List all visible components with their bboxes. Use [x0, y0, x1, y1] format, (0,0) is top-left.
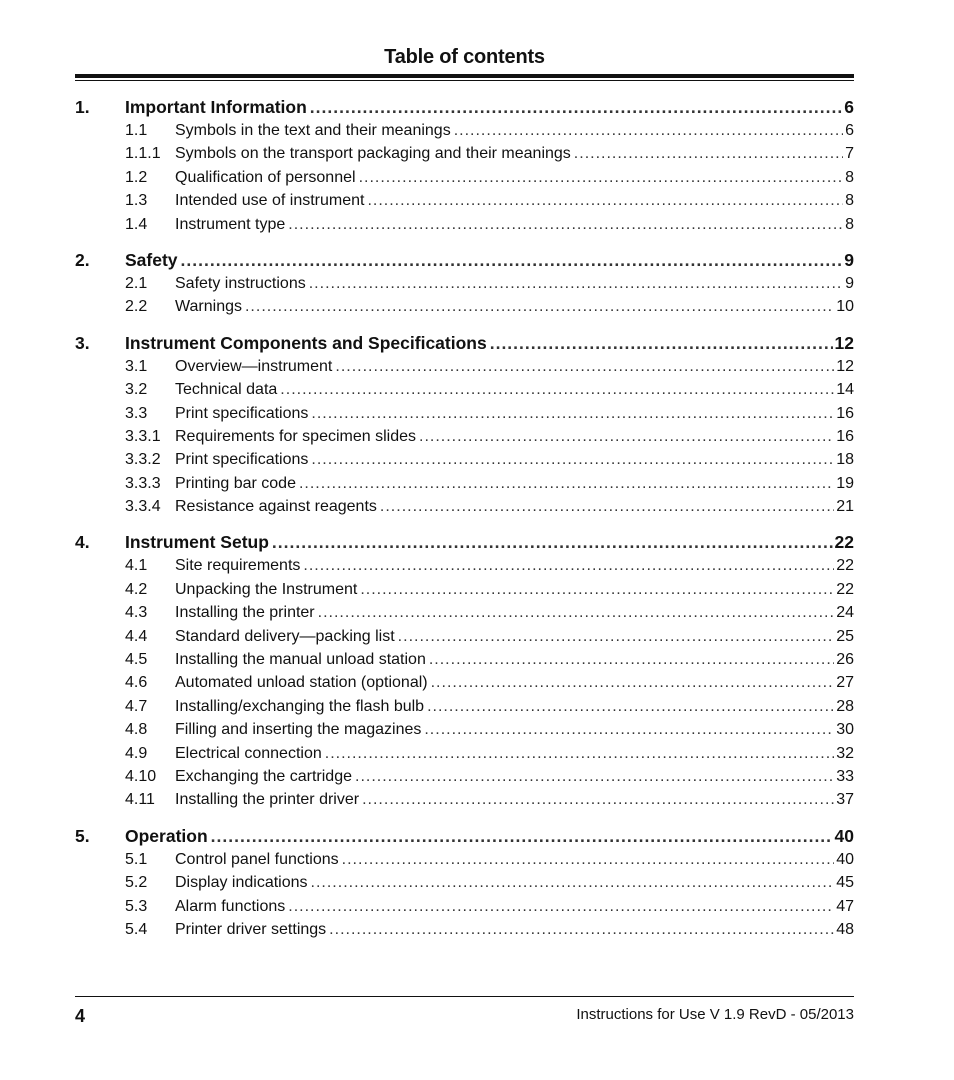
- toc-entry-label: Installing the printer: [175, 604, 315, 622]
- toc-dot-leader: [398, 625, 835, 648]
- toc-subsection-entry[interactable]: [75, 295, 854, 318]
- toc-dot-leader: [245, 295, 834, 318]
- toc-entry-page: 45: [836, 874, 854, 892]
- toc-entry-label: Safety instructions: [175, 274, 306, 292]
- toc-dot-leader: [288, 895, 834, 918]
- toc-dot-leader: [355, 765, 834, 788]
- toc-dot-leader: [431, 671, 835, 694]
- toc-entry-page: 12: [836, 357, 854, 375]
- toc-subsection-entry[interactable]: [75, 648, 854, 671]
- toc-subsection-entry[interactable]: [75, 166, 854, 189]
- toc-entry-label: Standard delivery—packing list: [175, 627, 395, 645]
- toc-entry-label: Site requirements: [175, 557, 301, 575]
- toc-entry-label: Technical data: [175, 381, 278, 399]
- toc-section: [75, 248, 854, 319]
- toc-entry-page: 7: [845, 145, 854, 163]
- toc-entry-number: 5.1: [125, 850, 148, 868]
- toc-entry-label: Installing/exchanging the flash bulb: [175, 697, 425, 715]
- footer-doc-info: Instructions for Use V 1.9 RevD - 05/2013: [576, 1006, 854, 1023]
- toc-entry-page: 30: [836, 721, 854, 739]
- toc-subsection-entry[interactable]: [75, 848, 854, 871]
- toc-entry-label: Instrument type: [175, 215, 286, 233]
- toc-entry-number: 3.1: [125, 357, 148, 375]
- toc-dot-leader: [380, 495, 834, 518]
- toc-entry-label: Alarm functions: [175, 897, 286, 915]
- toc-entry-page: 32: [836, 744, 854, 762]
- toc-subsection-entry[interactable]: [75, 355, 854, 378]
- toc-dot-leader: [272, 530, 833, 554]
- toc-entry-page: 48: [836, 920, 854, 938]
- toc-entry-page: 22: [836, 580, 854, 598]
- toc-entry-label: Electrical connection: [175, 744, 322, 762]
- toc-subsection-entry[interactable]: [75, 495, 854, 518]
- toc-dot-leader: [359, 166, 844, 189]
- toc-entry-page: 8: [845, 192, 854, 210]
- toc-subsection-entry[interactable]: [75, 578, 854, 601]
- toc-dot-leader: [342, 848, 835, 871]
- toc-entry-number: 4.: [75, 532, 90, 553]
- toc-entry-page: 22: [834, 532, 854, 553]
- title-rule-thin: [75, 80, 854, 81]
- toc-entry-number: 3.: [75, 332, 90, 353]
- toc-entry-page: 37: [836, 791, 854, 809]
- toc-subsection-entry[interactable]: [75, 895, 854, 918]
- toc-subsection-entry[interactable]: [75, 671, 854, 694]
- toc-entry-label: Symbols in the text and their meanings: [175, 122, 451, 139]
- toc-entry-page: 8: [845, 168, 854, 186]
- footer-page-number: 4: [75, 1006, 86, 1026]
- toc-dot-leader: [310, 95, 842, 119]
- toc-entry-number: 3.2: [125, 381, 148, 399]
- page-title: Table of contents: [384, 46, 545, 68]
- toc-entry-number: 1.1: [125, 122, 148, 139]
- toc-section: [75, 530, 854, 811]
- toc-entry-label: Instrument Components and Specifications: [125, 332, 487, 353]
- toc-subsection-entry[interactable]: [75, 601, 854, 624]
- toc-entry-label: Control panel functions: [175, 850, 339, 868]
- toc-entry-label: Instrument Setup: [125, 532, 269, 553]
- toc-subsection-entry[interactable]: [75, 272, 854, 295]
- toc-dot-leader: [419, 425, 834, 448]
- toc-dot-leader: [329, 918, 834, 941]
- toc-section-entry[interactable]: [75, 331, 854, 355]
- toc-dot-leader: [362, 788, 834, 811]
- title-rule-thick: [75, 74, 854, 78]
- toc-subsection-entry[interactable]: [75, 695, 854, 718]
- toc-dot-leader: [288, 213, 843, 236]
- toc-entry-label: Intended use of instrument: [175, 192, 365, 210]
- toc-entry-label: Resistance against reagents: [175, 498, 377, 516]
- toc-entry-label: Exchanging the cartridge: [175, 767, 352, 785]
- toc-subsection-entry[interactable]: [75, 625, 854, 648]
- toc-entry-number: 5.4: [125, 920, 148, 938]
- toc-entry-page: 9: [844, 249, 854, 270]
- toc-entry-label: Print specifications: [175, 404, 309, 422]
- toc-subsection-entry[interactable]: [75, 554, 854, 577]
- toc-dot-leader: [424, 718, 834, 741]
- toc-entry-page: 6: [844, 97, 854, 117]
- toc-subsection-entry[interactable]: [75, 718, 854, 741]
- toc-entry-label: Important Information: [125, 97, 307, 117]
- toc-subsection-entry[interactable]: [75, 918, 854, 941]
- toc-entry-page: 26: [836, 651, 854, 669]
- toc-entry-label: Display indications: [175, 874, 308, 892]
- table-of-contents: [75, 95, 854, 953]
- toc-entry-page: 24: [836, 604, 854, 622]
- toc-subsection-entry[interactable]: [75, 871, 854, 894]
- toc-subsection-entry[interactable]: [75, 189, 854, 212]
- footer-rule: [75, 996, 854, 997]
- toc-entry-label: Printing bar code: [175, 474, 296, 492]
- toc-section: [75, 331, 854, 519]
- toc-entry-page: 14: [836, 381, 854, 399]
- toc-entry-label: Overview—instrument: [175, 357, 333, 375]
- toc-entry-page: 25: [836, 627, 854, 645]
- toc-dot-leader: [490, 331, 833, 355]
- toc-entry-page: 19: [836, 474, 854, 492]
- toc-entry-page: 28: [836, 697, 854, 715]
- toc-entry-number: 4.8: [125, 721, 148, 739]
- toc-entry-number: 2.: [75, 249, 90, 270]
- toc-dot-leader: [367, 189, 843, 212]
- toc-subsection-entry[interactable]: [75, 742, 854, 765]
- toc-dot-leader: [299, 472, 834, 495]
- toc-subsection-entry[interactable]: [75, 765, 854, 788]
- toc-dot-leader: [303, 554, 834, 577]
- toc-entry-number: 4.6: [125, 674, 148, 692]
- toc-dot-leader: [280, 378, 834, 401]
- toc-section-entry[interactable]: [75, 530, 854, 554]
- toc-entry-number: 2.1: [125, 274, 148, 292]
- toc-dot-leader: [311, 448, 834, 471]
- toc-entry-number: 5.2: [125, 874, 148, 892]
- toc-entry-number: 1.2: [125, 168, 148, 186]
- toc-entry-number: 4.9: [125, 744, 148, 762]
- toc-entry-page: 8: [845, 215, 854, 233]
- toc-entry-page: 9: [845, 274, 854, 292]
- toc-dot-leader: [427, 695, 834, 718]
- toc-entry-page: 10: [836, 298, 854, 316]
- toc-entry-page: 22: [836, 557, 854, 575]
- toc-dot-leader: [309, 272, 843, 295]
- toc-entry-number: 1.4: [125, 215, 148, 233]
- toc-dot-leader: [318, 601, 835, 624]
- toc-entry-label: Operation: [125, 825, 208, 846]
- toc-entry-page: 40: [836, 850, 854, 868]
- toc-subsection-entry[interactable]: [75, 472, 854, 495]
- toc-entry-number: 4.1: [125, 557, 148, 575]
- toc-entry-page: 40: [834, 825, 854, 846]
- toc-entry-label: Automated unload station (optional): [175, 674, 428, 692]
- toc-entry-label: Filling and inserting the magazines: [175, 721, 422, 739]
- toc-entry-page: 47: [836, 897, 854, 915]
- toc-entry-label: Safety: [125, 249, 178, 270]
- toc-entry-label: Printer driver settings: [175, 920, 327, 938]
- toc-dot-leader: [311, 871, 835, 894]
- toc-dot-leader: [335, 355, 834, 378]
- toc-entry-number: 1.: [75, 97, 90, 117]
- toc-entry-page: 21: [836, 498, 854, 516]
- toc-entry-number: 3.3.1: [125, 427, 161, 445]
- toc-entry-page: 12: [834, 332, 854, 353]
- toc-dot-leader: [325, 742, 834, 765]
- toc-entry-number: 4.4: [125, 627, 148, 645]
- toc-entry-number: 5.: [75, 825, 90, 846]
- toc-entry-number: 5.3: [125, 897, 148, 915]
- toc-entry-number: 3.3.2: [125, 451, 161, 469]
- toc-entry-number: 4.3: [125, 604, 148, 622]
- toc-entry-number: 3.3: [125, 404, 148, 422]
- toc-section-entry[interactable]: [75, 824, 854, 848]
- toc-dot-leader: [574, 142, 843, 165]
- toc-entry-number: 3.3.4: [125, 498, 161, 516]
- toc-subsection-entry[interactable]: [75, 142, 854, 165]
- toc-entry-label: Qualification of personnel: [175, 168, 356, 186]
- toc-subsection-entry[interactable]: [75, 119, 854, 142]
- toc-entry-number: 2.2: [125, 298, 148, 316]
- toc-subsection-entry[interactable]: [75, 213, 854, 236]
- toc-dot-leader: [311, 402, 834, 425]
- toc-entry-number: 4.10: [125, 767, 157, 785]
- toc-entry-number: 4.5: [125, 651, 148, 669]
- toc-subsection-entry[interactable]: [75, 448, 854, 471]
- toc-subsection-entry[interactable]: [75, 788, 854, 811]
- toc-dot-leader: [181, 248, 843, 272]
- toc-entry-number: 3.3.3: [125, 474, 161, 492]
- toc-entry-label: Symbols on the transport packaging and their meanings: [175, 145, 571, 163]
- toc-entry-label: Requirements for specimen slides: [175, 427, 416, 445]
- toc-entry-number: 4.7: [125, 697, 148, 715]
- toc-dot-leader: [360, 578, 834, 601]
- toc-entry-label: Unpacking the Instrument: [175, 580, 358, 598]
- toc-entry-number: 1.3: [125, 192, 148, 210]
- toc-subsection-entry[interactable]: [75, 378, 854, 401]
- toc-entry-page: 6: [845, 122, 854, 139]
- toc-entry-page: 33: [836, 767, 854, 785]
- toc-entry-label: Installing the printer driver: [175, 791, 360, 809]
- toc-section: [75, 824, 854, 942]
- toc-entry-page: 18: [836, 451, 854, 469]
- toc-entry-page: 16: [836, 427, 854, 445]
- toc-dot-leader: [211, 824, 833, 848]
- toc-dot-leader: [454, 119, 843, 142]
- toc-entry-page: 16: [836, 404, 854, 422]
- toc-entry-page: 27: [836, 674, 854, 692]
- toc-section-entry[interactable]: [75, 248, 854, 272]
- toc-dot-leader: [429, 648, 834, 671]
- toc-section-entry[interactable]: [75, 95, 854, 119]
- toc-entry-label: Installing the manual unload station: [175, 651, 426, 669]
- toc-subsection-entry[interactable]: [75, 402, 854, 425]
- toc-entry-label: Warnings: [175, 298, 242, 316]
- toc-entry-number: 4.11: [125, 791, 155, 809]
- toc-subsection-entry[interactable]: [75, 425, 854, 448]
- toc-entry-label: Print specifications: [175, 451, 309, 469]
- toc-section: [75, 95, 854, 236]
- toc-entry-number: 4.2: [125, 580, 148, 598]
- toc-entry-number: 1.1.1: [125, 145, 161, 163]
